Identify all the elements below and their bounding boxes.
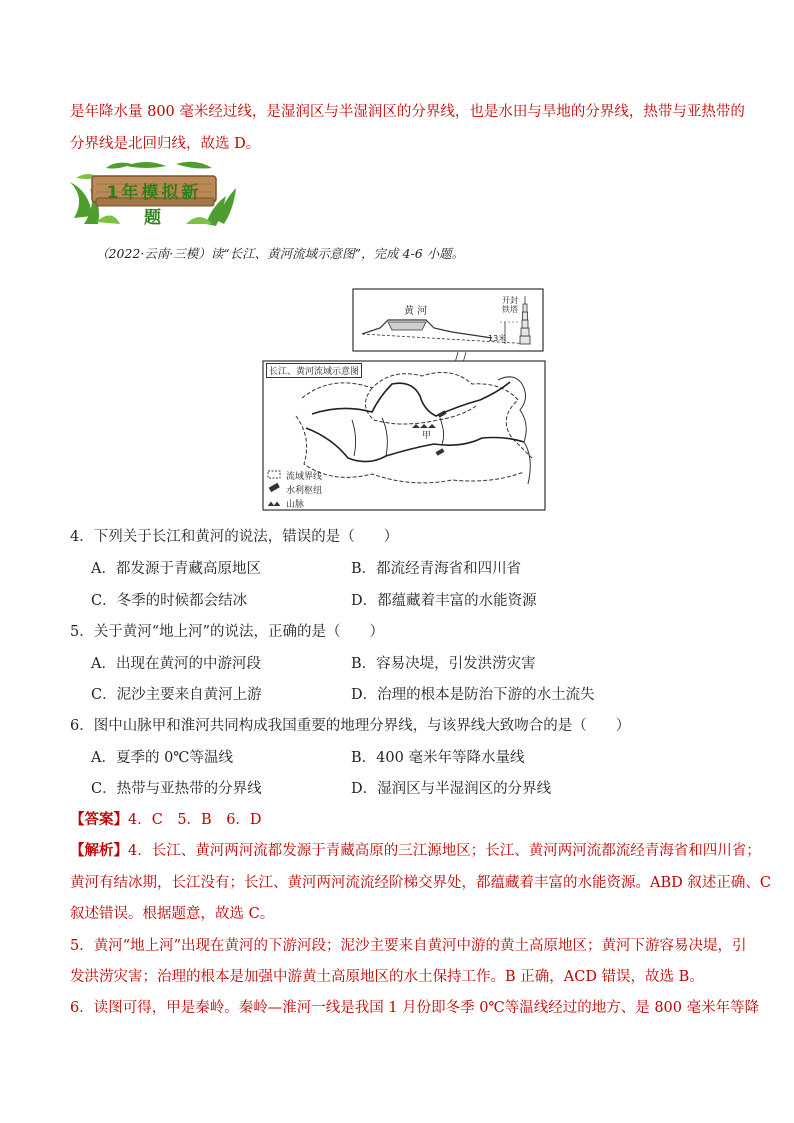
question-6-option-b: B．400 毫米年等降水量线 (351, 750, 525, 766)
analysis-line-3: 叙述错误。根据题意，故选 C。 (70, 906, 275, 922)
analysis-label: 【解析】 (70, 842, 128, 859)
question-5-option-c: C．泥沙主要来自黄河上游 (91, 687, 262, 703)
answer-line (70, 810, 262, 830)
legend-dam-label: 水利枢纽 (286, 486, 323, 496)
top-text-line-2: 分界线是北回归线，故选 D。 (70, 136, 261, 152)
question-5-option-d: D．治理的根本是防治下游的水土流失 (351, 687, 595, 703)
legend-boundary-label: 流域界线 (286, 472, 323, 482)
banner-title: 1年模拟新题 (106, 183, 202, 228)
question-5-option-b: B．容易决堤，引发洪涝灾害 (351, 656, 536, 672)
section-banner (66, 158, 240, 228)
question-6-option-c: C．热带与亚热带的分界线 (91, 781, 262, 797)
top-text-line-1: 是年降水量 800 毫米经过线，是湿润区与半湿润区的分界线，也是水田与旱地的分界线，热带与亚热带的 (70, 104, 745, 120)
map-point-label: 甲 (422, 431, 432, 441)
analysis-line-4: 5．黄河“地上河”出现在黄河的下游河段；泥沙主要来自黄河中游的黄土高原地区；黄河下游容易决堤，引 (70, 938, 747, 954)
question-6-option-a: A．夏季的 0℃等温线 (91, 750, 234, 766)
question-4-option-c: C．冬季的时候都会结冰 (91, 593, 248, 609)
analysis-line-1 (70, 841, 761, 861)
question-6-stem: 6．图中山脉甲和淮河共同构成我国重要的地理分界线，与该界线大致吻合的是（ ） (70, 718, 631, 734)
answer-text: 4．C 5．B 6．D (128, 812, 262, 828)
question-4-stem: 4．下列关于长江和黄河的说法，错误的是（ ） (70, 529, 399, 545)
inset-height-label: 13米 (488, 334, 507, 343)
question-4-option-d: D．都蕴藏着丰富的水能资源 (351, 593, 537, 609)
question-4-option-b: B．都流经青海省和四川省 (351, 561, 522, 577)
inset-river-label: 黄 河 (404, 306, 428, 317)
question-5-stem: 5．关于黄河“地上河”的说法，正确的是（ ） (70, 624, 385, 640)
question-intro: （2022·云南·三模）读“长江、黄河流域示意图”，完成 4-6 小题。 (96, 246, 465, 261)
question-4-option-a: A．都发源于青藏高原地区 (91, 561, 261, 577)
analysis-line-5: 发洪涝灾害；治理的根本是加强中游黄土高原地区的水土保持工作。B 正确，ACD 错误，故选 B。 (70, 969, 704, 985)
answer-label: 【答案】 (70, 811, 128, 828)
map-title: 长江、黄河流域示意图 (266, 363, 362, 378)
question-6-option-d: D．湿润区与半湿润区的分界线 (351, 781, 552, 797)
analysis-line-6: 6．读图可得，甲是秦岭。秦岭—淮河一线是我国 1 月份即冬季 0℃等温线经过的地方、是 800 毫米年等降 (70, 1000, 760, 1016)
yangtze-yellow-river-map-figure (262, 288, 546, 512)
inset-tower-label: 开封 铁塔 (502, 296, 518, 314)
analysis-text-1: 4．长江、黄河两河流都发源于青藏高原的三江源地区；长江、黄河两河流都流经青海省和四川省； (128, 843, 761, 859)
legend-mountain-label: 山脉 (286, 500, 305, 510)
analysis-line-2: 黄河有结冰期，长江没有；长江、黄河两河流流经阶梯交界处，都蕴藏着丰富的水能资源。ABD 叙述正确、C (70, 875, 771, 891)
question-5-option-a: A．出现在黄河的中游河段 (91, 656, 261, 672)
